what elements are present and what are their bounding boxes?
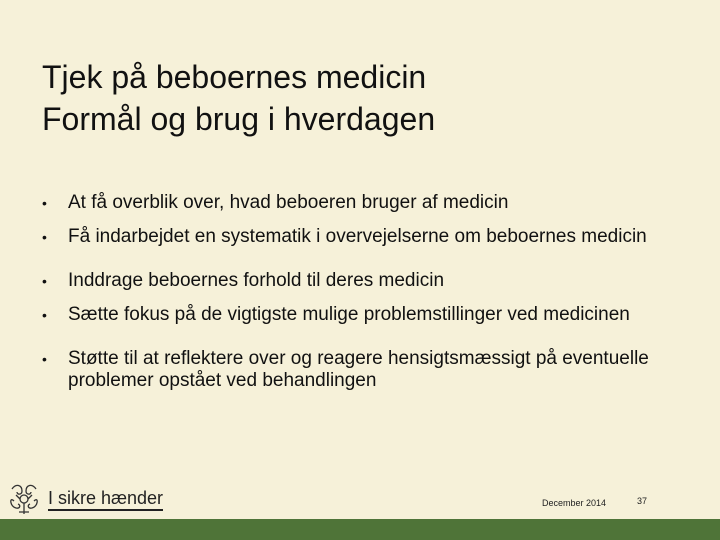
logo-text: I sikre hænder bbox=[48, 488, 163, 511]
bullet-item-5 bbox=[42, 348, 682, 392]
bullet-icon: • bbox=[42, 307, 47, 323]
bullet-icon: • bbox=[42, 229, 47, 245]
slide-title-line-2: Formål og brug i hverdagen bbox=[42, 101, 436, 137]
bullet-icon: • bbox=[42, 351, 47, 367]
bullet-icon: • bbox=[42, 195, 47, 211]
bullet-item-4 bbox=[42, 304, 682, 326]
bullet-text-1: At få overblik over, hvad beboeren bruger af medicin bbox=[68, 192, 509, 213]
bullet-text-2: Få indarbejdet en systematik i overvejelserne om beboernes medicin bbox=[68, 226, 647, 247]
page-number: 37 bbox=[637, 496, 648, 506]
bottom-bar bbox=[0, 519, 720, 540]
footer-date: December 2014 bbox=[542, 498, 607, 508]
bullet-text-3: Inddrage beboernes forhold til deres medicin bbox=[68, 270, 445, 291]
bullet-text-4: Sætte fokus på de vigtigste mulige problemstillinger ved medicinen bbox=[68, 304, 630, 325]
bullet-list bbox=[42, 192, 682, 414]
bullet-item-3 bbox=[42, 270, 682, 292]
bullet-text-5: Støtte til at reflektere over og reagere hensigtsmæssigt på eventuelle problemer opstået ved behandlingen bbox=[68, 348, 649, 391]
bullet-item-2 bbox=[42, 226, 682, 248]
slide-title-line-1: Tjek på beboernes medicin bbox=[42, 59, 427, 95]
ornament-emblem-icon bbox=[6, 481, 42, 517]
slide-title bbox=[42, 56, 682, 140]
bullet-icon: • bbox=[42, 273, 47, 289]
footer-logo bbox=[6, 480, 163, 518]
bullet-item-1 bbox=[42, 192, 682, 214]
